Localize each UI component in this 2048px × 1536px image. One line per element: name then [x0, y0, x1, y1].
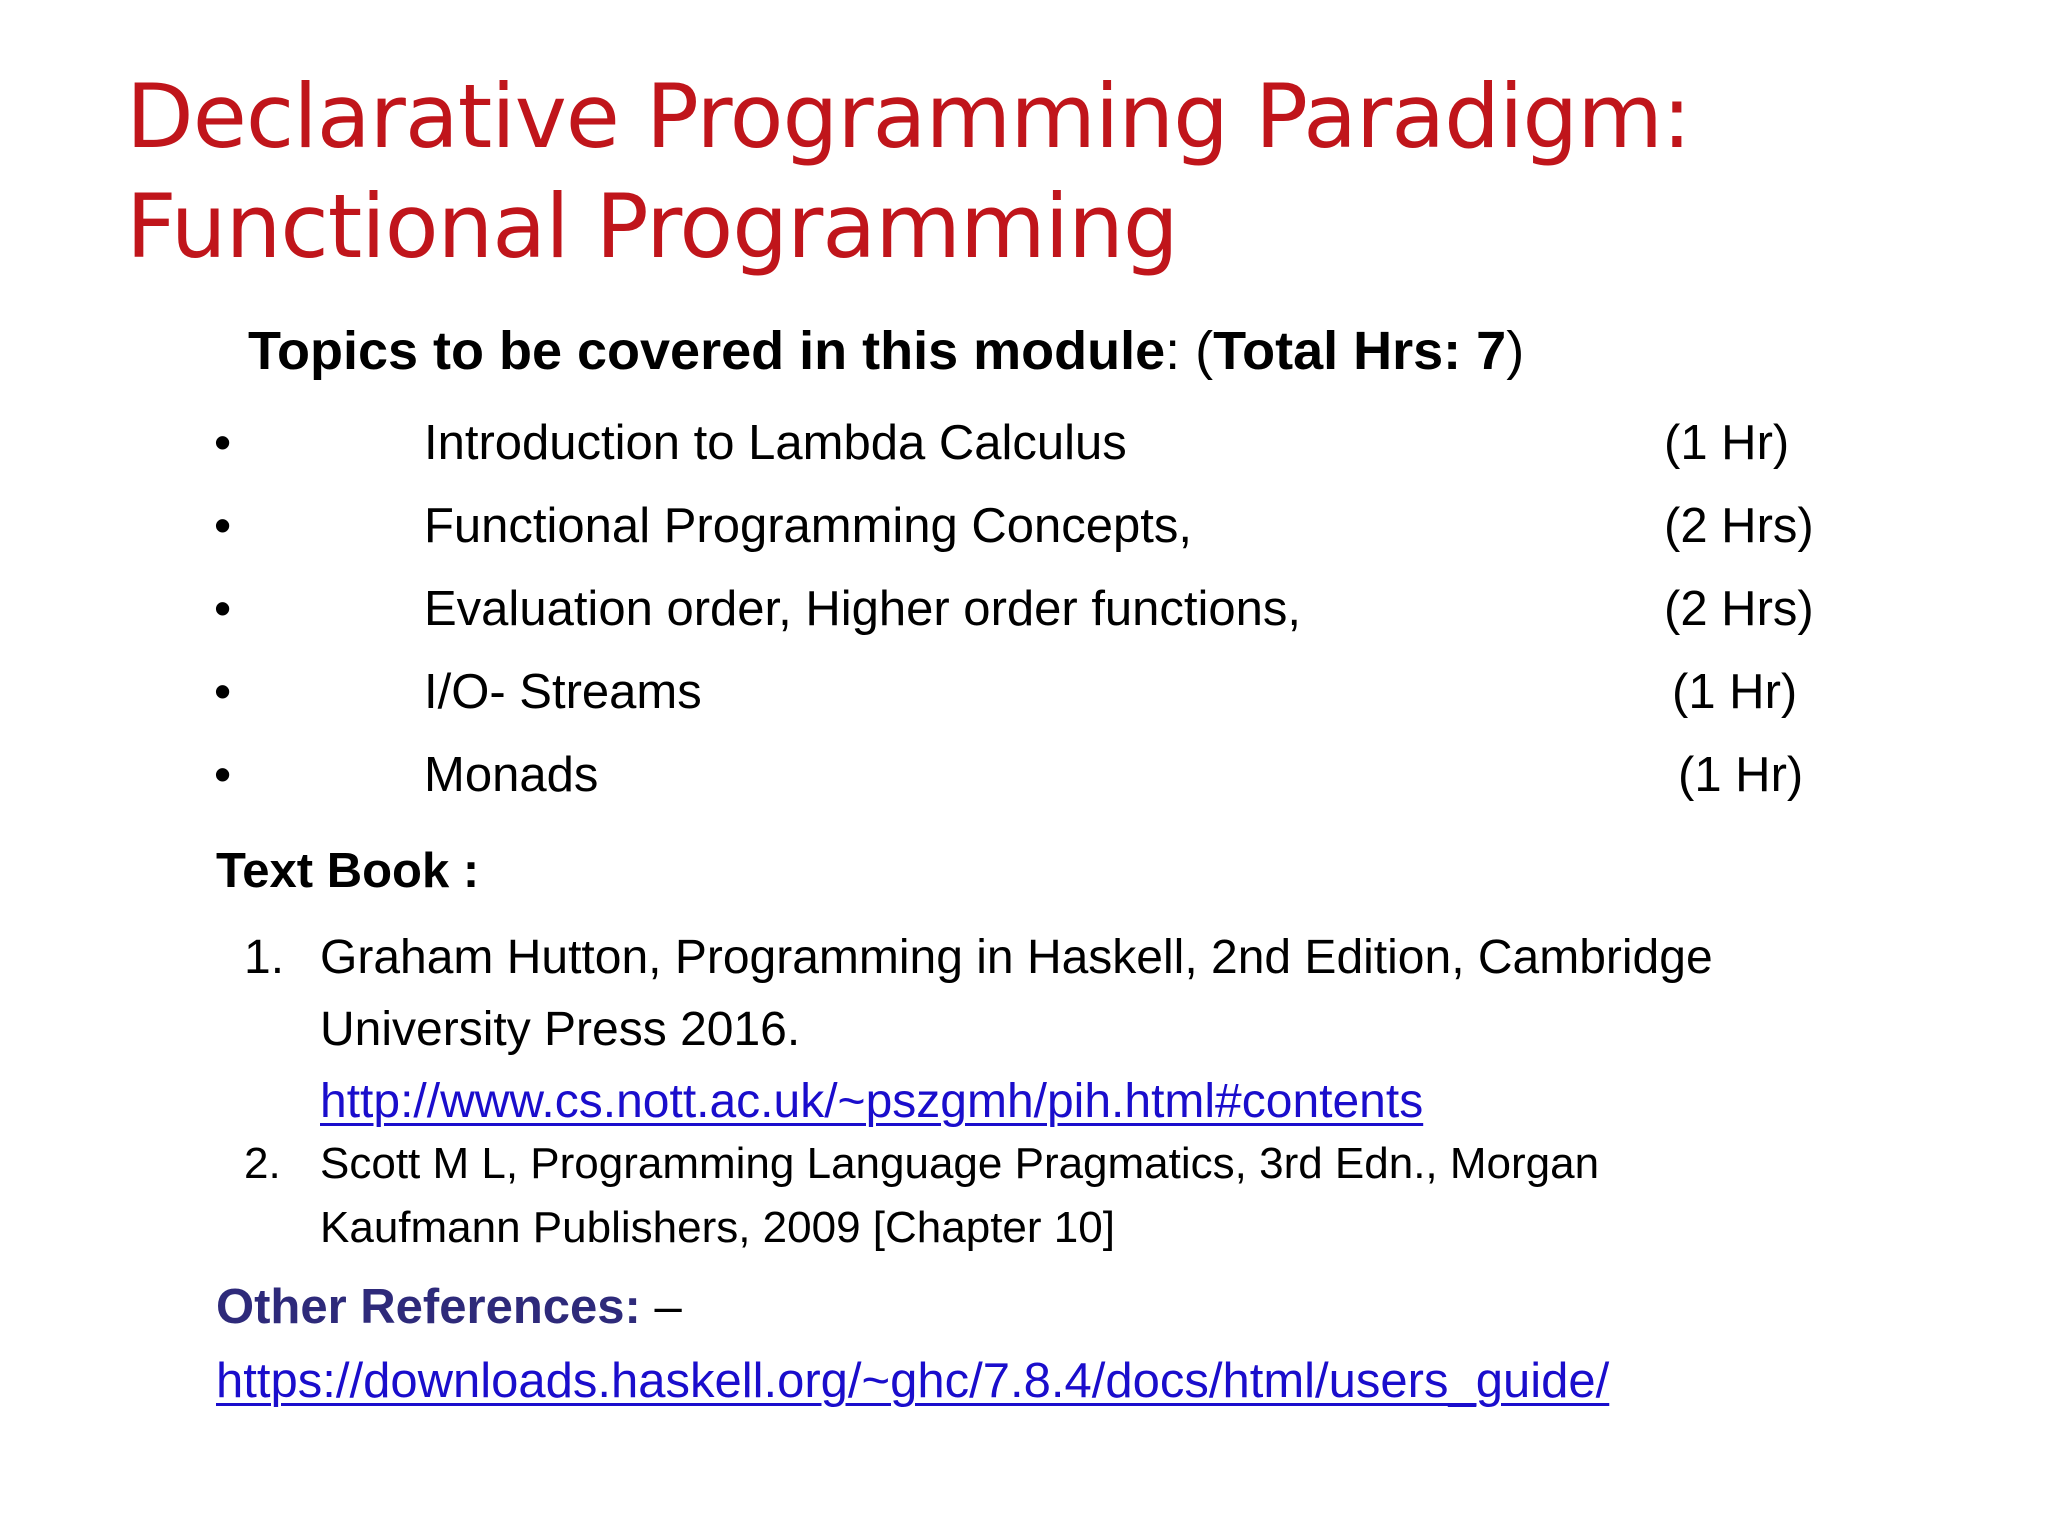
topic-label: Monads [424, 748, 599, 802]
topic-label: Evaluation order, Higher order functions, [424, 582, 1302, 636]
topic-item [0, 408, 2048, 478]
ref-number: 2. [244, 1139, 281, 1188]
ref-line: Kaufmann Publishers, 2009 [Chapter 10] [320, 1203, 1115, 1252]
slide-title [126, 62, 1926, 282]
bullet-icon: • [214, 416, 232, 470]
ref-line: University Press 2016. [320, 1003, 801, 1056]
topics-heading-sep: : ( [1165, 321, 1214, 381]
topic-item [0, 574, 2048, 644]
topics-total-hours: Total Hrs: 7 [1213, 321, 1507, 381]
topic-label: Functional Programming Concepts, [424, 499, 1193, 553]
topic-hours: (1 Hr) [1672, 665, 1798, 719]
title-line-1: Declarative Programming Paradigm: [126, 65, 1691, 168]
topics-heading-bold: Topics to be covered in this module [248, 321, 1166, 381]
topic-item [0, 491, 2048, 561]
other-references-dash: – [640, 1280, 682, 1334]
other-references-link-wrap [216, 1346, 1609, 1416]
topic-label: Introduction to Lambda Calculus [424, 416, 1127, 470]
ref-body [320, 922, 1900, 1138]
textbook-link[interactable]: http://www.cs.nott.ac.uk/~pszgmh/pih.html#contents [320, 1075, 1424, 1128]
title-line-2: Functional Programming [126, 175, 1178, 278]
bullet-icon: • [214, 582, 232, 636]
bullet-icon: • [214, 665, 232, 719]
topic-hours: (1 Hr) [1678, 748, 1804, 802]
topics-heading [248, 318, 1524, 384]
topic-label: I/O- Streams [424, 665, 702, 719]
other-references-label: Other References: [216, 1280, 641, 1334]
topic-hours: (2 Hrs) [1664, 582, 1814, 636]
topic-hours: (1 Hr) [1664, 416, 1790, 470]
textbook-heading: Text Book : [216, 844, 480, 898]
topics-heading-close: ) [1506, 321, 1525, 381]
topic-item [0, 657, 2048, 727]
topic-item [0, 740, 2048, 810]
other-references [216, 1272, 682, 1342]
other-references-link[interactable]: https://downloads.haskell.org/~ghc/7.8.4/docs/html/users_guide/ [216, 1354, 1610, 1408]
topic-hours: (2 Hrs) [1664, 499, 1814, 553]
ref-body [320, 1132, 1900, 1260]
ref-line: Graham Hutton, Programming in Haskell, 2nd Edition, Cambridge [320, 931, 1713, 984]
ref-number: 1. [244, 931, 285, 984]
ref-line: Scott M L, Programming Language Pragmatics, 3rd Edn., Morgan [320, 1139, 1600, 1188]
bullet-icon: • [214, 748, 232, 802]
bullet-icon: • [214, 499, 232, 553]
